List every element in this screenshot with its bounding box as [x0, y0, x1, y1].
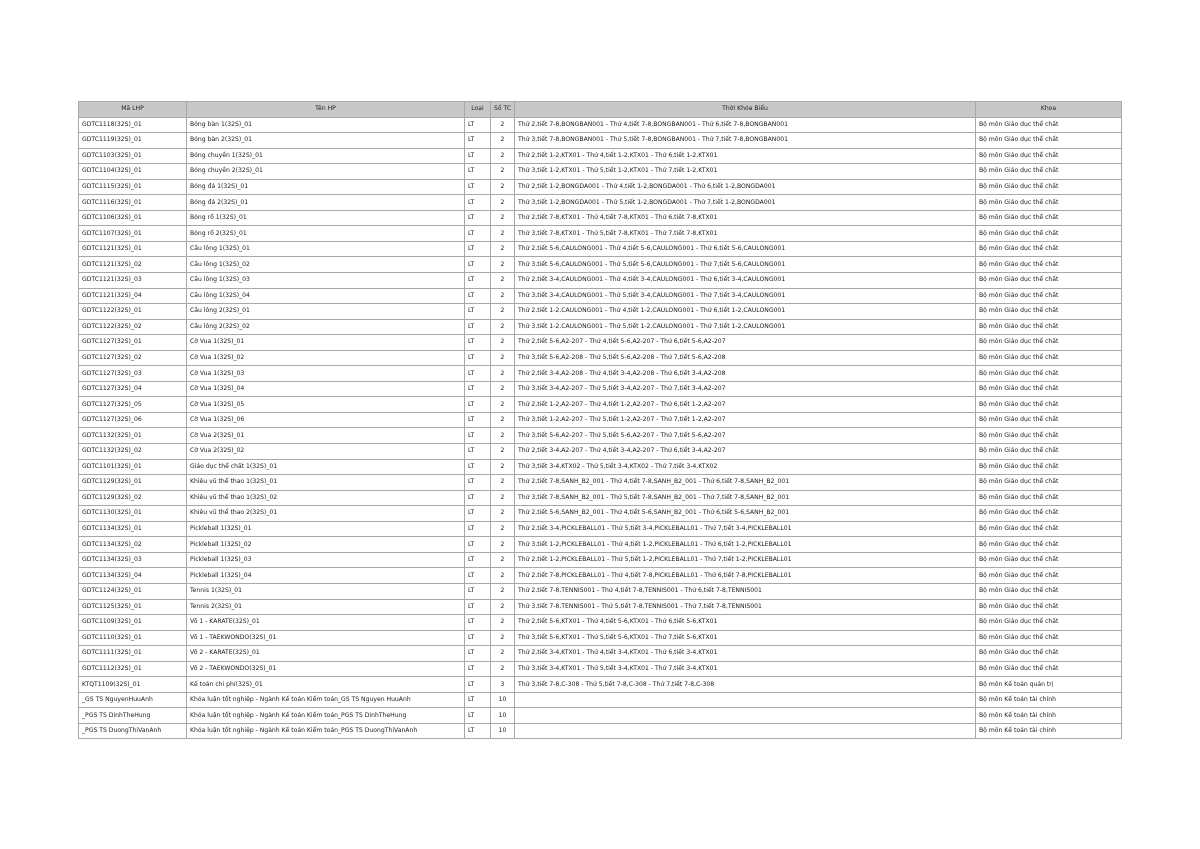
- table-row: [79, 412, 1122, 428]
- table-cell: Thứ 2,tiết 1-2,KTX01 - Thứ 4,tiết 1-2,KTX01 - Thứ 6,tiết 1-2,KTX01: [515, 148, 976, 164]
- table-row: [79, 366, 1122, 382]
- table-cell: Bộ môn Giáo dục thể chất: [976, 661, 1122, 677]
- table-cell: [515, 723, 976, 739]
- table-row: [79, 117, 1122, 133]
- table-cell: Thứ 2,tiết 3-4,PICKLEBALL01 - Thứ 5,tiết 3-4,PICKLEBALL01 - Thứ 7,tiết 3-4,PICKLEBALL01: [515, 521, 976, 537]
- table-cell: LT: [465, 412, 491, 428]
- table-cell: Bộ môn Giáo dục thể chất: [976, 335, 1122, 351]
- table-cell: LT: [465, 506, 491, 522]
- table-cell: LT: [465, 273, 491, 289]
- table-cell: 10: [491, 692, 515, 708]
- table-cell: Thứ 2,tiết 5-6,A2-207 - Thứ 4,tiết 5-6,A2-207 - Thứ 6,tiết 5-6,A2-207: [515, 335, 976, 351]
- table-cell: GDTC1121(32S)_04: [79, 288, 187, 304]
- table-cell: Bộ môn Giáo dục thể chất: [976, 521, 1122, 537]
- table-cell: Thứ 2,tiết 7-8,SANH_B2_001 - Thứ 4,tiết 7-8,SANH_B2_001 - Thứ 6,tiết 7-8,SANH_B2_001: [515, 475, 976, 491]
- table-cell: LT: [465, 381, 491, 397]
- table-cell: 2: [491, 630, 515, 646]
- table-cell: 2: [491, 490, 515, 506]
- table-cell: Cầu lông 1(32S)_01: [187, 241, 465, 257]
- table-cell: LT: [465, 490, 491, 506]
- table-cell: Thứ 3,tiết 5-6,CAULONG001 - Thứ 5,tiết 5-6,CAULONG001 - Thứ 7,tiết 5-6,CAULONG001: [515, 257, 976, 273]
- table-cell: GDTC1134(32S)_02: [79, 537, 187, 553]
- table-cell: LT: [465, 335, 491, 351]
- table-cell: GDTC1107(32S)_01: [79, 226, 187, 242]
- table-cell: Bộ môn Giáo dục thể chất: [976, 148, 1122, 164]
- table-cell: Thứ 3,tiết 1-2,KTX01 - Thứ 5,tiết 1-2,KTX01 - Thứ 7,tiết 1-2,KTX01: [515, 164, 976, 180]
- table-row: [79, 661, 1122, 677]
- table-row: [79, 615, 1122, 631]
- table-cell: Thứ 3,tiết 3-4,CAULONG001 - Thứ 5,tiết 3-4,CAULONG001 - Thứ 7,tiết 3-4,CAULONG001: [515, 288, 976, 304]
- table-row: [79, 304, 1122, 320]
- table-cell: LT: [465, 692, 491, 708]
- table-cell: Khóa luận tốt nghiệp - Ngành Kế toán Kiểm toán_GS TS Nguyen HuuAnh: [187, 692, 465, 708]
- table-cell: 2: [491, 133, 515, 149]
- table-cell: GDTC1127(32S)_05: [79, 397, 187, 413]
- table-cell: Võ 1 - TAEKWONDO(32S)_01: [187, 630, 465, 646]
- table-cell: LT: [465, 133, 491, 149]
- table-cell: Bộ môn Giáo dục thể chất: [976, 226, 1122, 242]
- table-cell: Thứ 2,tiết 7-8,KTX01 - Thứ 4,tiết 7-8,KTX01 - Thứ 6,tiết 7-8,KTX01: [515, 210, 976, 226]
- table-row: [79, 428, 1122, 444]
- table-row: [79, 677, 1122, 693]
- table-cell: Thứ 3,tiết 1-2,A2-207 - Thứ 5,tiết 1-2,A2-207 - Thứ 7,tiết 1-2,A2-207: [515, 412, 976, 428]
- table-cell: Bộ môn Giáo dục thể chất: [976, 288, 1122, 304]
- table-cell: Thứ 3,tiết 7-8,SANH_B2_001 - Thứ 5,tiết 7-8,SANH_B2_001 - Thứ 7,tiết 7-8,SANH_B2_001: [515, 490, 976, 506]
- table-cell: Thứ 2,tiết 1-2,PICKLEBALL01 - Thứ 5,tiết 1-2,PICKLEBALL01 - Thứ 7,tiết 1-2,PICKLEBALL01: [515, 552, 976, 568]
- table-cell: LT: [465, 288, 491, 304]
- table-cell: LT: [465, 366, 491, 382]
- table-cell: 2: [491, 475, 515, 491]
- table-cell: Thứ 2,tiết 3-4,CAULONG001 - Thứ 4,tiết 3-4,CAULONG001 - Thứ 6,tiết 3-4,CAULONG001: [515, 273, 976, 289]
- table-cell: Cờ Vua 2(32S)_02: [187, 444, 465, 460]
- table-cell: LT: [465, 708, 491, 724]
- table-cell: [515, 708, 976, 724]
- table-row: [79, 241, 1122, 257]
- header-row: [79, 102, 1122, 118]
- table-cell: Thứ 2,tiết 3-4,KTX01 - Thứ 4,tiết 3-4,KTX01 - Thứ 6,tiết 3-4,KTX01: [515, 646, 976, 662]
- table-cell: 10: [491, 723, 515, 739]
- table-cell: LT: [465, 521, 491, 537]
- table-cell: Bộ môn Kế toán tài chính: [976, 708, 1122, 724]
- table-row: [79, 444, 1122, 460]
- table-cell: LT: [465, 319, 491, 335]
- table-cell: LT: [465, 444, 491, 460]
- table-cell: GDTC1134(32S)_04: [79, 568, 187, 584]
- table-cell: Thứ 2,tiết 5-6,SANH_B2_001 - Thứ 4,tiết 5-6,SANH_B2_001 - Thứ 6,tiết 5-6,SANH_B2_001: [515, 506, 976, 522]
- table-cell: Bộ môn Giáo dục thể chất: [976, 615, 1122, 631]
- table-cell: Bộ môn Giáo dục thể chất: [976, 210, 1122, 226]
- table-cell: Cờ Vua 2(32S)_01: [187, 428, 465, 444]
- table-cell: LT: [465, 568, 491, 584]
- table-cell: LT: [465, 537, 491, 553]
- table-row: [79, 583, 1122, 599]
- table-cell: Bộ môn Kế toán quản trị: [976, 677, 1122, 693]
- table-cell: Bộ môn Giáo dục thể chất: [976, 412, 1122, 428]
- table-cell: 2: [491, 319, 515, 335]
- table-cell: Bộ môn Giáo dục thể chất: [976, 133, 1122, 149]
- table-row: [79, 723, 1122, 739]
- table-cell: Thứ 3,tiết 7-8,KTX01 - Thứ 5,tiết 7-8,KTX01 - Thứ 7,tiết 7-8,KTX01: [515, 226, 976, 242]
- table-cell: GDTC1127(32S)_06: [79, 412, 187, 428]
- table-cell: Thứ 3,tiết 1-2,PICKLEBALL01 - Thứ 4,tiết 1-2,PICKLEBALL01 - Thứ 6,tiết 1-2,PICKLEBALL01: [515, 537, 976, 553]
- table-cell: Khóa luận tốt nghiệp - Ngành Kế toán Kiểm toán_PGS TS DuongThiVanAnh: [187, 723, 465, 739]
- table-cell: GDTC1130(32S)_01: [79, 506, 187, 522]
- table-cell: 2: [491, 459, 515, 475]
- table-cell: Thứ 3,tiết 1-2,BONGDA001 - Thứ 5,tiết 1-2,BONGDA001 - Thứ 7,tiết 1-2,BONGDA001: [515, 195, 976, 211]
- table-cell: GDTC1122(32S)_02: [79, 319, 187, 335]
- table-cell: GDTC1122(32S)_01: [79, 304, 187, 320]
- table-cell: 2: [491, 257, 515, 273]
- table-cell: Kế toán chi phí(32S)_01: [187, 677, 465, 693]
- table-cell: Bộ môn Giáo dục thể chất: [976, 444, 1122, 460]
- table-cell: Bộ môn Giáo dục thể chất: [976, 552, 1122, 568]
- table-row: [79, 350, 1122, 366]
- header-cell: Số TC: [491, 102, 515, 118]
- table-cell: 2: [491, 304, 515, 320]
- table-cell: LT: [465, 661, 491, 677]
- table-row: [79, 521, 1122, 537]
- table-cell: 2: [491, 241, 515, 257]
- table-cell: GDTC1110(32S)_01: [79, 630, 187, 646]
- table-cell: GDTC1109(32S)_01: [79, 615, 187, 631]
- table-cell: Bóng chuyền 1(32S)_01: [187, 148, 465, 164]
- table-cell: Cầu lông 2(32S)_01: [187, 304, 465, 320]
- table-row: [79, 319, 1122, 335]
- table-row: [79, 459, 1122, 475]
- table-cell: Bộ môn Giáo dục thể chất: [976, 475, 1122, 491]
- table-cell: 2: [491, 210, 515, 226]
- table-body: [79, 117, 1122, 739]
- table-cell: Bộ môn Giáo dục thể chất: [976, 241, 1122, 257]
- table-cell: Võ 2 - KARATE(32S)_01: [187, 646, 465, 662]
- table-cell: 2: [491, 428, 515, 444]
- table-cell: 2: [491, 148, 515, 164]
- table-cell: GDTC1116(32S)_01: [79, 195, 187, 211]
- header-cell: Khoa: [976, 102, 1122, 118]
- table-cell: Cờ Vua 1(32S)_01: [187, 335, 465, 351]
- table-cell: Bộ môn Giáo dục thể chất: [976, 117, 1122, 133]
- table-cell: GDTC1127(32S)_04: [79, 381, 187, 397]
- table-cell: LT: [465, 615, 491, 631]
- table-row: [79, 708, 1122, 724]
- table-row: [79, 164, 1122, 180]
- table-cell: GDTC1132(32S)_02: [79, 444, 187, 460]
- table-cell: Cầu lông 1(32S)_02: [187, 257, 465, 273]
- table-cell: Thứ 2,tiết 3-4,A2-208 - Thứ 4,tiết 3-4,A2-208 - Thứ 6,tiết 3-4,A2-208: [515, 366, 976, 382]
- table-cell: LT: [465, 599, 491, 615]
- table-cell: 2: [491, 444, 515, 460]
- table-cell: Giáo dục thể chất 1(32S)_01: [187, 459, 465, 475]
- table-cell: Bộ môn Giáo dục thể chất: [976, 599, 1122, 615]
- table-cell: 2: [491, 164, 515, 180]
- table-cell: GDTC1121(32S)_01: [79, 241, 187, 257]
- table-cell: Tennis 1(32S)_01: [187, 583, 465, 599]
- table-cell: LT: [465, 583, 491, 599]
- table-cell: GDTC1132(32S)_01: [79, 428, 187, 444]
- table-row: [79, 397, 1122, 413]
- table-cell: Cầu lông 2(32S)_02: [187, 319, 465, 335]
- table-row: [79, 692, 1122, 708]
- table-row: [79, 288, 1122, 304]
- table-cell: Bộ môn Giáo dục thể chất: [976, 428, 1122, 444]
- table-cell: Thứ 2,tiết 1-2,BONGDA001 - Thứ 4,tiết 1-2,BONGDA001 - Thứ 6,tiết 1-2,BONGDA001: [515, 179, 976, 195]
- table-cell: Bộ môn Kế toán tài chính: [976, 723, 1122, 739]
- table-cell: GDTC1112(32S)_01: [79, 661, 187, 677]
- table-row: [79, 381, 1122, 397]
- table-cell: LT: [465, 117, 491, 133]
- table-cell: Thứ 3,tiết 7-8,TENNIS001 - Thứ 5,tiết 7-8,TENNIS001 - Thứ 7,tiết 7-8,TENNIS001: [515, 599, 976, 615]
- table-cell: LT: [465, 350, 491, 366]
- table-cell: GDTC1119(32S)_01: [79, 133, 187, 149]
- table-cell: Bộ môn Giáo dục thể chất: [976, 459, 1122, 475]
- table-cell: Bóng đá 2(32S)_01: [187, 195, 465, 211]
- table-cell: LT: [465, 459, 491, 475]
- header-cell: Thời Khóa Biểu: [515, 102, 976, 118]
- table-cell: Pickleball 1(32S)_03: [187, 552, 465, 568]
- table-cell: Pickleball 1(32S)_02: [187, 537, 465, 553]
- table-row: [79, 179, 1122, 195]
- table-cell: 2: [491, 350, 515, 366]
- table-cell: 3: [491, 677, 515, 693]
- table-row: [79, 537, 1122, 553]
- table-cell: Bộ môn Giáo dục thể chất: [976, 646, 1122, 662]
- table-cell: 2: [491, 335, 515, 351]
- table-cell: Thứ 3,tiết 5-6,A2-207 - Thứ 5,tiết 5-6,A2-207 - Thứ 7,tiết 5-6,A2-207: [515, 428, 976, 444]
- table-cell: Bộ môn Giáo dục thể chất: [976, 319, 1122, 335]
- table-cell: LT: [465, 241, 491, 257]
- table-cell: Bóng bàn 1(32S)_01: [187, 117, 465, 133]
- table-cell: 10: [491, 708, 515, 724]
- table-row: [79, 210, 1122, 226]
- table-cell: GDTC1134(32S)_03: [79, 552, 187, 568]
- table-cell: Thứ 2,tiết 7-8,TENNIS001 - Thứ 4,tiết 7-8,TENNIS001 - Thứ 6,tiết 7-8,TENNIS001: [515, 583, 976, 599]
- header-cell: Loại: [465, 102, 491, 118]
- table-cell: _GS TS NguyenHuuAnh: [79, 692, 187, 708]
- table-cell: Thứ 3,tiết 7-8,C-308 - Thứ 5,tiết 7-8,C-308 - Thứ 7,tiết 7-8,C-308: [515, 677, 976, 693]
- table-cell: Bộ môn Giáo dục thể chất: [976, 537, 1122, 553]
- table-cell: LT: [465, 475, 491, 491]
- table-cell: 2: [491, 552, 515, 568]
- table-cell: Thứ 3,tiết 5-6,A2-208 - Thứ 5,tiết 5-6,A2-208 - Thứ 7,tiết 5-6,A2-208: [515, 350, 976, 366]
- table-cell: LT: [465, 195, 491, 211]
- table-row: [79, 335, 1122, 351]
- table-row: [79, 568, 1122, 584]
- table-cell: KTQT1109(32S)_01: [79, 677, 187, 693]
- table-cell: Thứ 2,tiết 3-4,A2-207 - Thứ 4,tiết 3-4,A2-207 - Thứ 6,tiết 3-4,A2-207: [515, 444, 976, 460]
- table-cell: 2: [491, 226, 515, 242]
- table-cell: 2: [491, 179, 515, 195]
- table-cell: Võ 2 - TAEKWONDO(32S)_01: [187, 661, 465, 677]
- table-cell: Cờ Vua 1(32S)_04: [187, 381, 465, 397]
- table-cell: Bộ môn Giáo dục thể chất: [976, 179, 1122, 195]
- table-cell: Bộ môn Kế toán tài chính: [976, 692, 1122, 708]
- table-cell: 2: [491, 273, 515, 289]
- table-cell: 2: [491, 599, 515, 615]
- table-cell: LT: [465, 723, 491, 739]
- table-cell: 2: [491, 412, 515, 428]
- table-cell: Võ 1 - KARATE(32S)_01: [187, 615, 465, 631]
- table-cell: GDTC1129(32S)_02: [79, 490, 187, 506]
- table-cell: _PGS TS DinhTheHung: [79, 708, 187, 724]
- table-cell: Thứ 2,tiết 1-2,CAULONG001 - Thứ 4,tiết 1-2,CAULONG001 - Thứ 6,tiết 1-2,CAULONG001: [515, 304, 976, 320]
- table-cell: GDTC1127(32S)_02: [79, 350, 187, 366]
- table-cell: 2: [491, 521, 515, 537]
- table-cell: Thứ 3,tiết 3-4,KTX02 - Thứ 5,tiết 3-4,KTX02 - Thứ 7,tiết 3-4,KTX02: [515, 459, 976, 475]
- table-cell: 2: [491, 117, 515, 133]
- table-cell: Bộ môn Giáo dục thể chất: [976, 350, 1122, 366]
- table-cell: _PGS TS DuongThiVanAnh: [79, 723, 187, 739]
- table-cell: 2: [491, 583, 515, 599]
- table-row: [79, 646, 1122, 662]
- table-cell: GDTC1124(32S)_01: [79, 583, 187, 599]
- table-cell: LT: [465, 397, 491, 413]
- table-cell: Bộ môn Giáo dục thể chất: [976, 304, 1122, 320]
- table-cell: GDTC1127(32S)_01: [79, 335, 187, 351]
- table-cell: Khiêu vũ thể thao 1(32S)_01: [187, 475, 465, 491]
- table-cell: GDTC1127(32S)_03: [79, 366, 187, 382]
- table-cell: Cầu lông 1(32S)_03: [187, 273, 465, 289]
- table-cell: GDTC1106(32S)_01: [79, 210, 187, 226]
- table-cell: LT: [465, 552, 491, 568]
- table-cell: Cầu lông 1(32S)_04: [187, 288, 465, 304]
- table-cell: GDTC1121(32S)_03: [79, 273, 187, 289]
- table-cell: Khiêu vũ thể thao 1(32S)_02: [187, 490, 465, 506]
- table-row: [79, 273, 1122, 289]
- table-cell: Bóng rổ 2(32S)_01: [187, 226, 465, 242]
- table-cell: GDTC1129(32S)_01: [79, 475, 187, 491]
- table-cell: GDTC1111(32S)_01: [79, 646, 187, 662]
- table-cell: LT: [465, 164, 491, 180]
- table-cell: 2: [491, 195, 515, 211]
- table-cell: Bóng chuyền 2(32S)_01: [187, 164, 465, 180]
- table-cell: Cờ Vua 1(32S)_06: [187, 412, 465, 428]
- table-row: [79, 133, 1122, 149]
- table-row: [79, 148, 1122, 164]
- table-cell: Bộ môn Giáo dục thể chất: [976, 630, 1122, 646]
- table-row: [79, 552, 1122, 568]
- table-row: [79, 599, 1122, 615]
- table-cell: LT: [465, 179, 491, 195]
- table-cell: GDTC1115(32S)_01: [79, 179, 187, 195]
- table-cell: GDTC1104(32S)_01: [79, 164, 187, 180]
- table-cell: 2: [491, 506, 515, 522]
- table-cell: Cờ Vua 1(32S)_02: [187, 350, 465, 366]
- table-row: [79, 506, 1122, 522]
- table-cell: Bóng đá 1(32S)_01: [187, 179, 465, 195]
- table-cell: LT: [465, 646, 491, 662]
- table-cell: Thứ 3,tiết 1-2,CAULONG001 - Thứ 5,tiết 1-2,CAULONG001 - Thứ 7,tiết 1-2,CAULONG001: [515, 319, 976, 335]
- table-cell: GDTC1134(32S)_01: [79, 521, 187, 537]
- header-cell: Mã LHP: [79, 102, 187, 118]
- table-row: [79, 630, 1122, 646]
- table-cell: 2: [491, 288, 515, 304]
- table-cell: LT: [465, 630, 491, 646]
- table-cell: Thứ 3,tiết 3-4,KTX01 - Thứ 5,tiết 3-4,KTX01 - Thứ 7,tiết 3-4,KTX01: [515, 661, 976, 677]
- table-cell: LT: [465, 210, 491, 226]
- table-cell: LT: [465, 428, 491, 444]
- table-cell: Bộ môn Giáo dục thể chất: [976, 397, 1122, 413]
- table-cell: 2: [491, 397, 515, 413]
- table-cell: Khiêu vũ thể thao 2(32S)_01: [187, 506, 465, 522]
- table-cell: LT: [465, 226, 491, 242]
- table-cell: Thứ 3,tiết 7-8,BONGBAN001 - Thứ 5,tiết 7-8,BONGBAN001 - Thứ 7,tiết 7-8,BONGBAN001: [515, 133, 976, 149]
- table-cell: Bộ môn Giáo dục thể chất: [976, 195, 1122, 211]
- table-cell: Bộ môn Giáo dục thể chất: [976, 568, 1122, 584]
- table-cell: [515, 692, 976, 708]
- table-cell: 2: [491, 366, 515, 382]
- table-cell: 2: [491, 537, 515, 553]
- table-cell: Bộ môn Giáo dục thể chất: [976, 381, 1122, 397]
- table-cell: LT: [465, 304, 491, 320]
- table-cell: Thứ 2,tiết 7-8,PICKLEBALL01 - Thứ 4,tiết 7-8,PICKLEBALL01 - Thứ 6,tiết 7-8,PICKLEBALL01: [515, 568, 976, 584]
- table-cell: Bộ môn Giáo dục thể chất: [976, 164, 1122, 180]
- table-cell: GDTC1101(32S)_01: [79, 459, 187, 475]
- table-cell: Bộ môn Giáo dục thể chất: [976, 490, 1122, 506]
- table-cell: Pickleball 1(32S)_01: [187, 521, 465, 537]
- table-cell: LT: [465, 148, 491, 164]
- table-cell: Bộ môn Giáo dục thể chất: [976, 273, 1122, 289]
- header-cell: Tên HP: [187, 102, 465, 118]
- table-row: [79, 226, 1122, 242]
- table-cell: Thứ 3,tiết 5-6,KTX01 - Thứ 5,tiết 5-6,KTX01 - Thứ 7,tiết 5-6,KTX01: [515, 630, 976, 646]
- table-cell: Khóa luận tốt nghiệp - Ngành Kế toán Kiểm toán_PGS TS DinhTheHung: [187, 708, 465, 724]
- table-cell: Bộ môn Giáo dục thể chất: [976, 583, 1122, 599]
- table-cell: GDTC1125(32S)_01: [79, 599, 187, 615]
- schedule-table: [78, 101, 1122, 739]
- table-cell: Cờ Vua 1(32S)_03: [187, 366, 465, 382]
- table-row: [79, 490, 1122, 506]
- table-cell: Cờ Vua 1(32S)_05: [187, 397, 465, 413]
- table-row: [79, 257, 1122, 273]
- table-cell: 2: [491, 646, 515, 662]
- table-cell: 2: [491, 661, 515, 677]
- table-cell: Thứ 2,tiết 1-2,A2-207 - Thứ 4,tiết 1-2,A2-207 - Thứ 6,tiết 1-2,A2-207: [515, 397, 976, 413]
- table-cell: Bóng bàn 2(32S)_01: [187, 133, 465, 149]
- table-cell: Tennis 2(32S)_01: [187, 599, 465, 615]
- table-cell: Bộ môn Giáo dục thể chất: [976, 506, 1122, 522]
- table-cell: Thứ 2,tiết 5-6,CAULONG001 - Thứ 4,tiết 5-6,CAULONG001 - Thứ 6,tiết 5-6,CAULONG001: [515, 241, 976, 257]
- table-cell: Pickleball 1(32S)_04: [187, 568, 465, 584]
- table-cell: LT: [465, 677, 491, 693]
- table-cell: GDTC1103(32S)_01: [79, 148, 187, 164]
- table-cell: 2: [491, 381, 515, 397]
- table-cell: Bóng rổ 1(32S)_01: [187, 210, 465, 226]
- table-cell: Thứ 2,tiết 5-6,KTX01 - Thứ 4,tiết 5-6,KTX01 - Thứ 6,tiết 5-6,KTX01: [515, 615, 976, 631]
- table-row: [79, 195, 1122, 211]
- table-cell: GDTC1121(32S)_02: [79, 257, 187, 273]
- table-cell: 2: [491, 615, 515, 631]
- table-cell: Bộ môn Giáo dục thể chất: [976, 257, 1122, 273]
- table-cell: GDTC1118(32S)_01: [79, 117, 187, 133]
- table-cell: LT: [465, 257, 491, 273]
- table-cell: Thứ 3,tiết 3-4,A2-207 - Thứ 5,tiết 3-4,A2-207 - Thứ 7,tiết 3-4,A2-207: [515, 381, 976, 397]
- table-cell: Bộ môn Giáo dục thể chất: [976, 366, 1122, 382]
- table-cell: Thứ 2,tiết 7-8,BONGBAN001 - Thứ 4,tiết 7-8,BONGBAN001 - Thứ 6,tiết 7-8,BONGBAN001: [515, 117, 976, 133]
- table-row: [79, 475, 1122, 491]
- table-cell: 2: [491, 568, 515, 584]
